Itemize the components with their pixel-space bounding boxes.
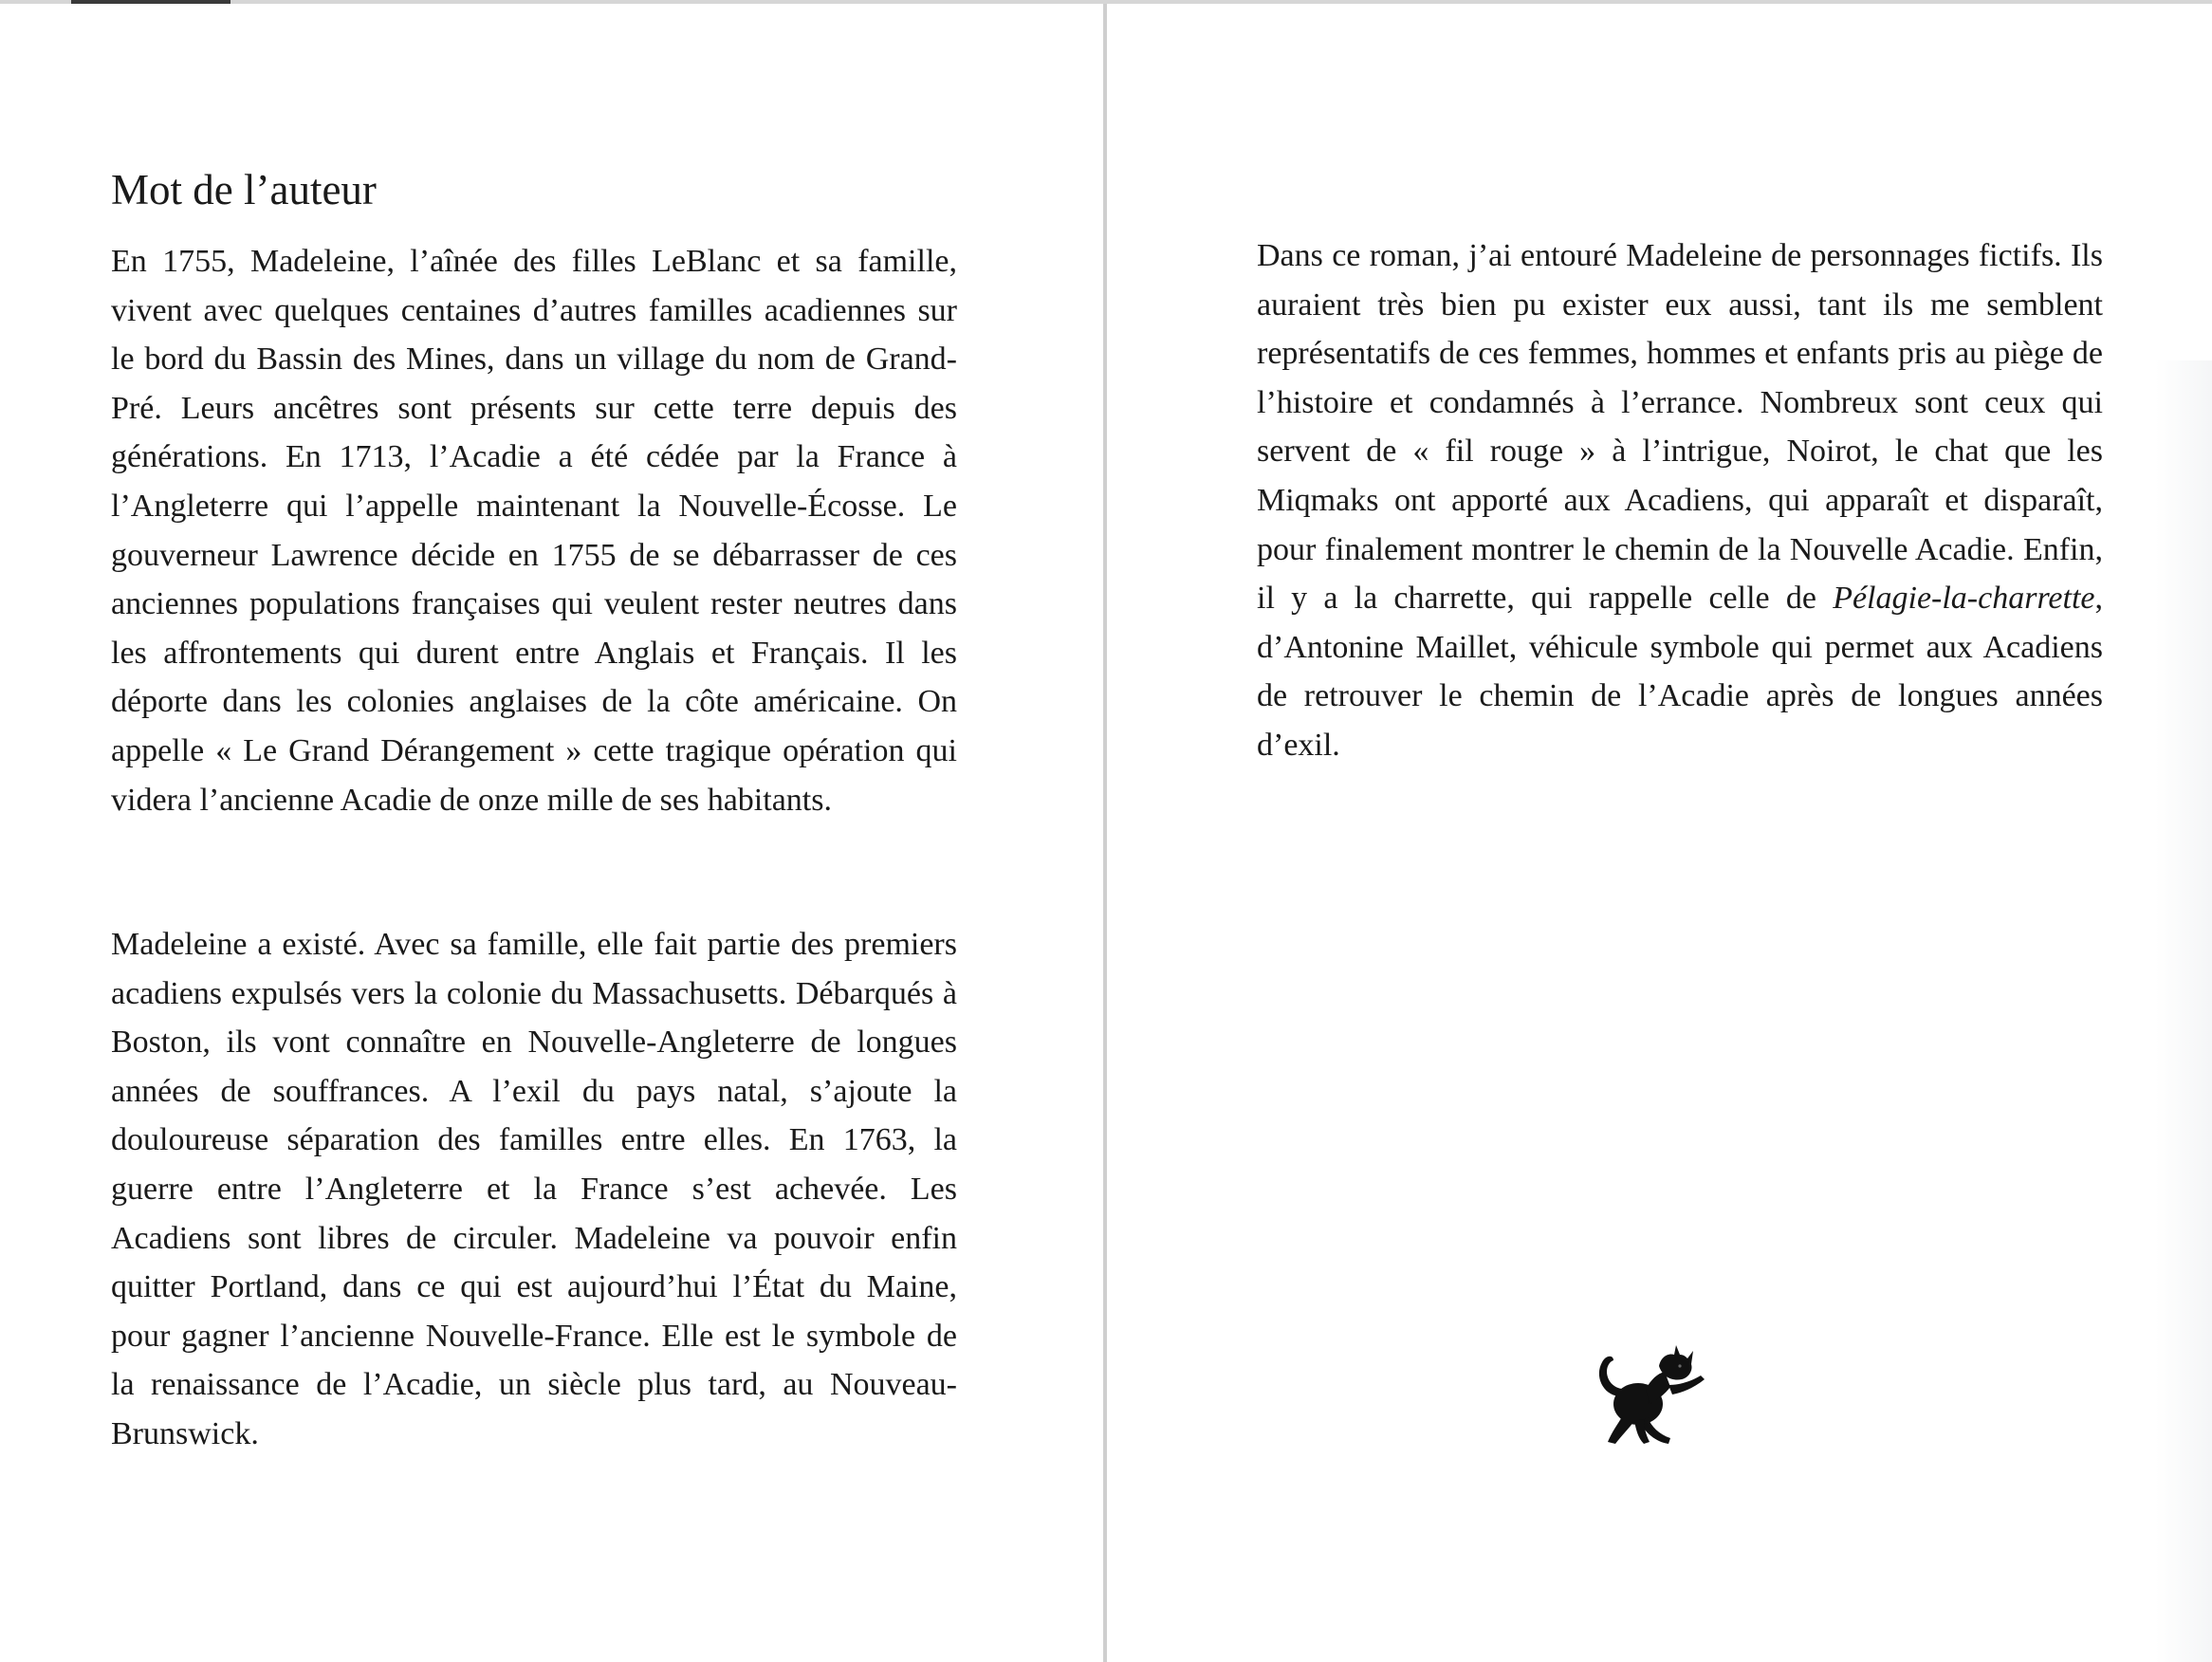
right-paragraph-text-end: , d’Antonine Maillet, véhicule symbole qui permet aux Acadiens de retrouver le chemin de l’Acadie après de longues années d’exil. bbox=[1257, 581, 2103, 763]
italic-book-title: Pélagie-la-charrette bbox=[1833, 581, 2095, 617]
left-paragraph-1: En 1755, Madeleine, l’aînée des filles LeBlanc et sa famille, vivent avec quelques centaines d’autres familles acadiennes sur le bord du Bassin des Mines, dans un village du nom de Grand-Pré. Leurs ancêtres sont présents sur cette terre depuis des générations. En 1713, l’Acadie a été cédée par la France à l’Angleterre qui l’appelle maintenant la Nouvelle-Écosse. Le gouverneur Lawrence décide en 1755 de se débarrasser de ces anciennes populations françaises qui veulent rester neutres dans les affrontements qui durent entre Anglais et Français. Il les déporte dans les colonies anglaises de la côte américaine. On appelle « Le Grand Dérangement » cette tragique opération qui videra l’ancienne Acadie de onze mille de ses habitants. bbox=[111, 244, 957, 818]
black-cat-icon bbox=[1589, 1338, 1712, 1447]
right-paragraph-1 bbox=[1257, 231, 2103, 770]
right-paragraph-text-start: Dans ce roman, j’ai entouré Madeleine de personnages fictifs. Ils auraient très bien pu exister eux aussi, tant ils me semblent représentatifs de ces femmes, hommes et enfants pris au piège de l’histoire et condamnés à l’errance. Nombreux sont ceux qui servent de « fil rouge » à l’intrigue, Noirot, le chat que les Miqmaks ont apporté aux Acadiens, qui apparaît et disparaît, pour finalement montrer le chemin de la Nouvelle Acadie. Enfin, il y a la charrette, qui rappelle celle de bbox=[1257, 238, 2103, 617]
cat-tail bbox=[1599, 1357, 1623, 1396]
left-page[interactable] bbox=[0, 0, 1103, 1662]
left-paragraph-2: Madeleine a existé. Avec sa famille, elle fait partie des premiers acadiens expulsés vers la colonie du Massachusetts. Débarqués à Boston, ils vont connaître en Nouvelle-Angleterre de longues années de souffrances. A l’exil du pays natal, s’ajoute la douloureuse séparation des familles entre elles. En 1763, la guerre entre l’Angleterre et la France s’est achevée. Les Acadiens sont libres de circuler. Madeleine va pouvoir enfin quitter Portland, dans ce qui est aujourd’hui l’État du Maine, pour gagner l’ancienne Nouvelle-France. Elle est le symbole de la renaissance de l’Acadie, un siècle plus tard, au Nouveau-Brunswick. bbox=[111, 927, 957, 1451]
chapter-title: Mot de l’auteur bbox=[111, 166, 377, 213]
right-page[interactable] bbox=[1107, 0, 2212, 1662]
cat-eye bbox=[1678, 1364, 1681, 1367]
cat-hind-leg bbox=[1608, 1415, 1634, 1444]
cat-head bbox=[1659, 1345, 1693, 1379]
